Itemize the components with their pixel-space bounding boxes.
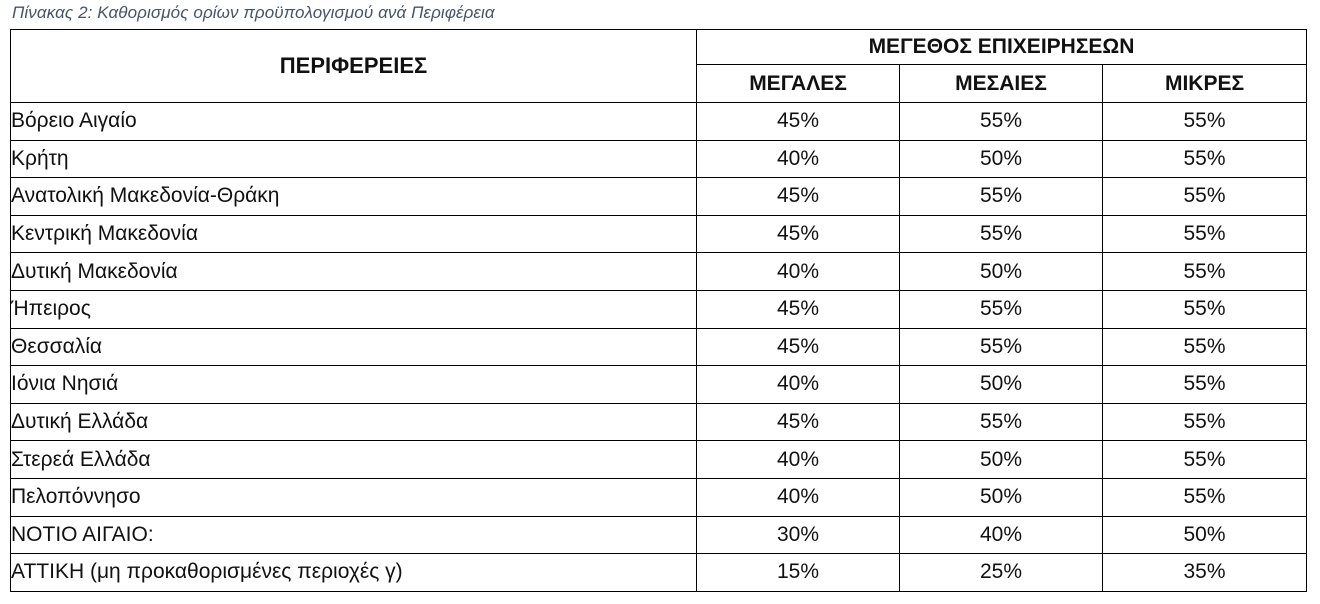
medium-value-cell: 55% <box>900 290 1103 328</box>
region-cell: ΑΤΤΙΚΗ (μη προκαθορισμένες περιοχές γ) <box>11 554 697 592</box>
small-value-cell: 55% <box>1103 328 1307 366</box>
large-value-cell: 40% <box>697 478 900 516</box>
large-value-cell: 15% <box>697 554 900 592</box>
large-value-cell: 45% <box>697 403 900 441</box>
large-value-cell: 45% <box>697 103 900 141</box>
small-value-cell: 55% <box>1103 403 1307 441</box>
column-header-small: ΜΙΚΡΕΣ <box>1103 65 1307 103</box>
table-caption: Πίνακας 2: Καθορισμός ορίων προϋπολογισμού ανά Περιφέρεια <box>12 3 495 22</box>
small-value-cell: 55% <box>1103 441 1307 479</box>
small-value-cell: 50% <box>1103 516 1307 554</box>
region-cell: Πελοπόννησο <box>11 478 697 516</box>
small-value-cell: 55% <box>1103 215 1307 253</box>
large-value-cell: 45% <box>697 215 900 253</box>
large-value-cell: 40% <box>697 366 900 404</box>
region-cell: Δυτική Ελλάδα <box>11 403 697 441</box>
table-header <box>11 30 1307 103</box>
region-cell: Ιόνια Νησιά <box>11 366 697 404</box>
large-value-cell: 30% <box>697 516 900 554</box>
medium-value-cell: 55% <box>900 215 1103 253</box>
small-value-cell: 55% <box>1103 253 1307 291</box>
region-cell: ΝΟΤΙΟ ΑΙΓΑΙΟ: <box>11 516 697 554</box>
budget-limits-table <box>10 29 1307 592</box>
large-value-cell: 40% <box>697 140 900 178</box>
large-value-cell: 40% <box>697 253 900 291</box>
table-row <box>11 328 1307 366</box>
large-value-cell: 45% <box>697 178 900 216</box>
column-header-medium: ΜΕΣΑΙΕΣ <box>900 65 1103 103</box>
table-row <box>11 103 1307 141</box>
region-cell: Ήπειρος <box>11 290 697 328</box>
medium-value-cell: 50% <box>900 441 1103 479</box>
medium-value-cell: 50% <box>900 478 1103 516</box>
small-value-cell: 55% <box>1103 103 1307 141</box>
large-value-cell: 45% <box>697 328 900 366</box>
table-row <box>11 516 1307 554</box>
medium-value-cell: 55% <box>900 178 1103 216</box>
table-row <box>11 215 1307 253</box>
table-row <box>11 290 1307 328</box>
small-value-cell: 55% <box>1103 290 1307 328</box>
region-cell: Θεσσαλία <box>11 328 697 366</box>
table-row <box>11 140 1307 178</box>
region-cell: Κρήτη <box>11 140 697 178</box>
small-value-cell: 55% <box>1103 366 1307 404</box>
medium-value-cell: 55% <box>900 403 1103 441</box>
region-cell: Βόρειο Αιγαίο <box>11 103 697 141</box>
region-cell: Κεντρική Μακεδονία <box>11 215 697 253</box>
table-row <box>11 478 1307 516</box>
table-row <box>11 403 1307 441</box>
table-row <box>11 441 1307 479</box>
medium-value-cell: 50% <box>900 140 1103 178</box>
table-row <box>11 554 1307 592</box>
header-row-top <box>11 30 1307 65</box>
regions-header: ΠΕΡΙΦΕΡΕΙΕΣ <box>11 30 697 103</box>
company-size-header: ΜΕΓΕΘΟΣ ΕΠΙΧΕΙΡΗΣΕΩΝ <box>697 30 1307 65</box>
region-cell: Δυτική Μακεδονία <box>11 253 697 291</box>
small-value-cell: 55% <box>1103 140 1307 178</box>
medium-value-cell: 55% <box>900 103 1103 141</box>
small-value-cell: 55% <box>1103 478 1307 516</box>
large-value-cell: 45% <box>697 290 900 328</box>
region-cell: Ανατολική Μακεδονία-Θράκη <box>11 178 697 216</box>
medium-value-cell: 50% <box>900 366 1103 404</box>
table-row <box>11 178 1307 216</box>
small-value-cell: 55% <box>1103 178 1307 216</box>
table-row <box>11 253 1307 291</box>
large-value-cell: 40% <box>697 441 900 479</box>
medium-value-cell: 50% <box>900 253 1103 291</box>
medium-value-cell: 40% <box>900 516 1103 554</box>
medium-value-cell: 55% <box>900 328 1103 366</box>
region-cell: Στερεά Ελλάδα <box>11 441 697 479</box>
small-value-cell: 35% <box>1103 554 1307 592</box>
column-header-large: ΜΕΓΑΛΕΣ <box>697 65 900 103</box>
table-body <box>11 103 1307 592</box>
table-row <box>11 366 1307 404</box>
medium-value-cell: 25% <box>900 554 1103 592</box>
